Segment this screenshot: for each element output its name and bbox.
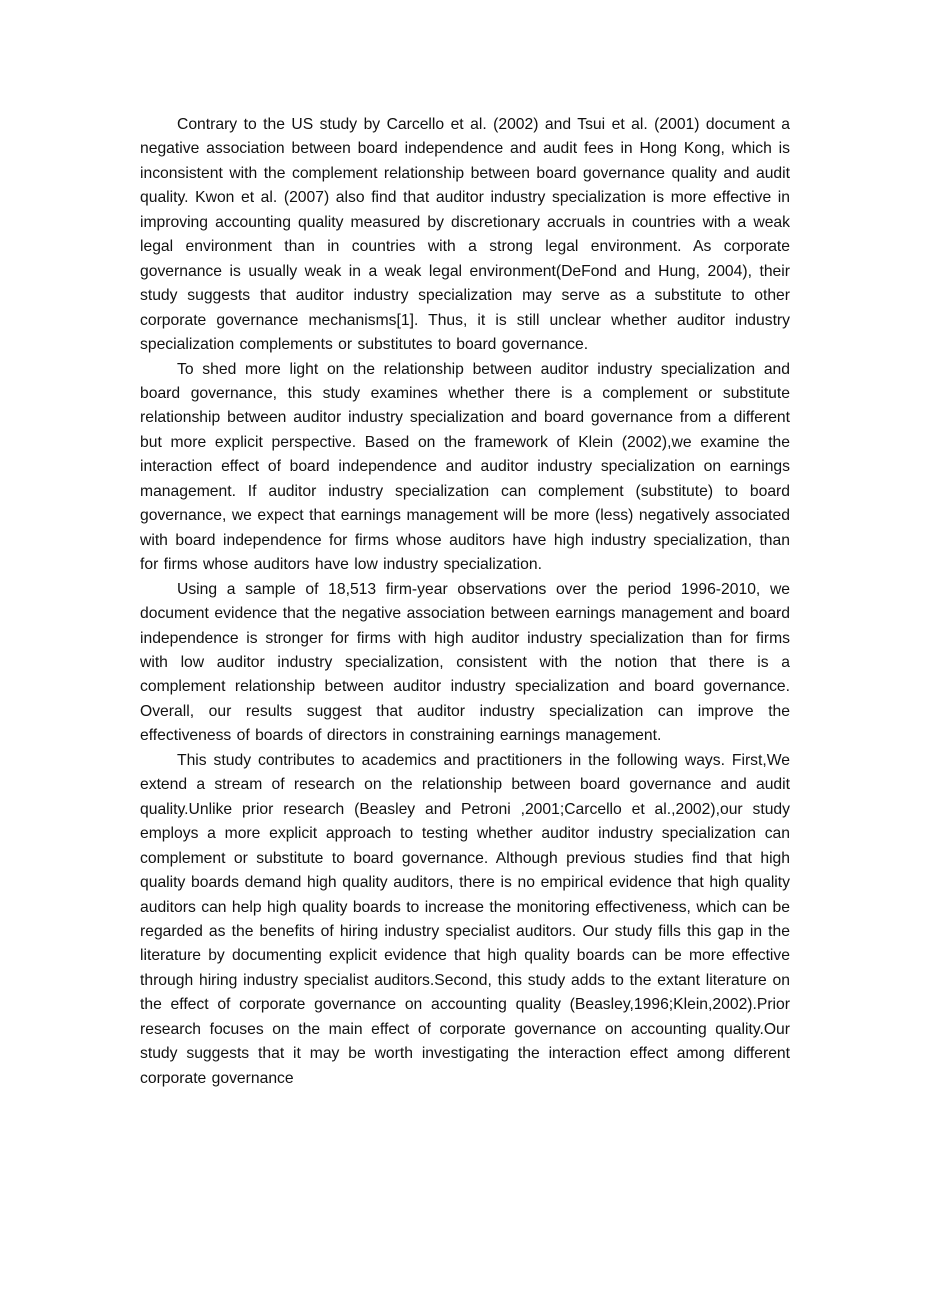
paragraph-study-purpose: To shed more light on the relationship between auditor industry specialization and board governance, this study examines whether there is a complement or substitute relationship between auditor industry specialization and board governance from a different but more explicit perspective. Based on the framework of Klein (2002),we examine the interaction effect of board independence and auditor industry specialization on earnings management. If auditor industry specialization can complement (substitute) to board governance, we expect that earnings management will be more (less) negatively associated with board independence for firms whose auditors have high industry specialization, than for firms whose auditors have low industry specialization. — [140, 360, 790, 574]
paragraph-sample-findings: Using a sample of 18,513 firm-year observations over the period 1996-2010, we document evidence that the negative association between earnings management and board independence is stronger for firms with high auditor industry specialization than for firms with low auditor industry specialization, consistent with the notion that there is a complement relationship between auditor industry specialization and board governance. Overall, our results suggest that auditor industry specialization can improve the effectiveness of boards of directors in constraining earnings management. — [140, 580, 790, 745]
paragraph-intro-prior-research: Contrary to the US study by Carcello et al. (2002) and Tsui et al. (2001) document a negative association between board independence and audit fees in Hong Kong, which is inconsistent with the complement relationship between board governance quality and audit quality. Kwon et al. (2007) also find that auditor industry specialization is more effective in improving accounting quality measured by discretionary accruals in countries with a weak legal environment than in countries with a strong legal environment. As corporate governance is usually weak in a weak legal environment(DeFond and Hung, 2004), their study suggests that auditor industry specialization may serve as a substitute to other corporate governance mechanisms[1]. Thus, it is still unclear whether auditor industry specialization complements or substitutes to board governance. — [140, 116, 790, 354]
paragraph-contributions: This study contributes to academics and practitioners in the following ways. First,We extend a stream of research on the relationship between board governance and audit quality.Unlike prior research (Beasley and Petroni ,2001;Carcello et al.,2002),our study employs a more explicit approach to testing whether auditor industry specialization can complement or substitute to board governance. Although previous studies find that high quality boards demand high quality auditors, there is no empirical evidence that high quality auditors can help high quality boards to increase the monitoring effectiveness, which can be regarded as the benefits of hiring industry specialist auditors. Our study fills this gap in the literature by documenting explicit evidence that high quality boards can be more effective through hiring industry specialist auditors.Second, this study adds to the extant literature on the effect of corporate governance on accounting quality (Beasley,1996;Klein,2002).Prior research focuses on the main effect of corporate governance on accounting quality.Our study suggests that it may be worth investigating the interaction effect among different corporate governance — [140, 751, 790, 1087]
